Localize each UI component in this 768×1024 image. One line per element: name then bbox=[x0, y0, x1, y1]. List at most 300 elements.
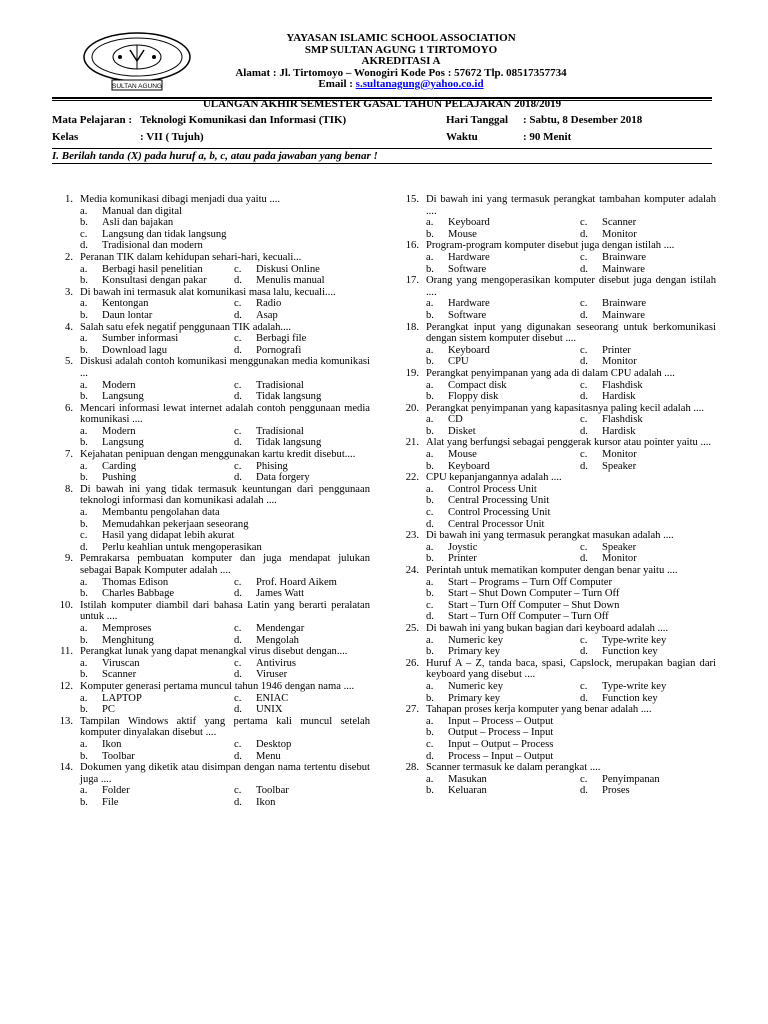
option-letter: a. bbox=[426, 344, 434, 356]
option-text: Phising bbox=[256, 460, 288, 472]
option-letter: d. bbox=[234, 472, 242, 484]
option-text: File bbox=[102, 796, 119, 808]
option-text: Monitor bbox=[602, 553, 637, 565]
option-text: James Watt bbox=[256, 588, 305, 600]
class-label: Kelas bbox=[52, 131, 79, 143]
option-text: Menu bbox=[256, 750, 281, 762]
question-number: 9. bbox=[65, 553, 73, 565]
answer-option[interactable] bbox=[426, 380, 580, 392]
answer-option[interactable] bbox=[80, 542, 370, 554]
answer-option[interactable] bbox=[80, 669, 234, 681]
answer-option[interactable] bbox=[580, 264, 716, 276]
question-text: Komputer generasi pertama muncul tahun 1946 dengan nama .... bbox=[80, 680, 355, 692]
option-text: Mendengar bbox=[256, 622, 305, 634]
question-stem bbox=[398, 322, 716, 345]
answer-option[interactable] bbox=[80, 217, 370, 229]
option-letter: c. bbox=[234, 460, 242, 472]
question-stem bbox=[52, 681, 370, 693]
question-text: Dokumen yang diketik atau disimpan dengan nama tertentu disebut juga .... bbox=[80, 762, 370, 785]
option-letter: a. bbox=[80, 738, 88, 750]
option-letter: a. bbox=[426, 217, 434, 229]
answer-option[interactable] bbox=[234, 426, 370, 438]
answer-options bbox=[80, 461, 370, 484]
answer-option[interactable] bbox=[426, 356, 580, 368]
option-letter: b. bbox=[80, 704, 88, 716]
answer-option[interactable] bbox=[426, 519, 716, 531]
option-letter: a. bbox=[426, 251, 434, 263]
answer-option[interactable] bbox=[580, 785, 716, 797]
answer-option[interactable] bbox=[80, 391, 234, 403]
answer-option[interactable] bbox=[80, 577, 234, 589]
question-number: 26. bbox=[405, 657, 419, 669]
answer-option[interactable] bbox=[80, 588, 234, 600]
option-text: Hardisk bbox=[602, 391, 636, 403]
option-letter: d. bbox=[234, 309, 242, 321]
answer-option[interactable] bbox=[426, 310, 580, 322]
answer-option[interactable] bbox=[234, 310, 370, 322]
answer-option[interactable] bbox=[426, 774, 580, 786]
option-text: CPU bbox=[448, 356, 469, 368]
answer-option[interactable] bbox=[426, 426, 580, 438]
answer-option[interactable] bbox=[426, 507, 716, 519]
question-number: 10. bbox=[59, 599, 73, 611]
option-letter: b. bbox=[426, 460, 434, 472]
question-stem bbox=[52, 484, 370, 507]
answer-option[interactable] bbox=[234, 797, 370, 809]
answer-option[interactable] bbox=[80, 623, 234, 635]
email-line bbox=[190, 79, 612, 91]
answer-option[interactable] bbox=[426, 345, 580, 357]
option-letter: a. bbox=[80, 263, 88, 275]
option-text: Langsung bbox=[102, 391, 144, 403]
answer-option[interactable] bbox=[426, 495, 716, 507]
answer-options bbox=[426, 577, 716, 623]
option-letter: a. bbox=[80, 425, 88, 437]
answer-option[interactable] bbox=[80, 426, 234, 438]
question-text: Tampilan Windows aktif yang pertama kali muncul setelah komputer dinyalakan disebut .... bbox=[80, 715, 370, 739]
option-letter: a. bbox=[80, 333, 88, 345]
answer-options bbox=[426, 345, 716, 368]
answer-option[interactable] bbox=[580, 298, 716, 310]
answer-options bbox=[426, 449, 716, 472]
option-letter: c. bbox=[426, 738, 434, 750]
option-letter: a. bbox=[80, 785, 88, 797]
answer-option[interactable] bbox=[234, 264, 370, 276]
answer-option[interactable] bbox=[234, 658, 370, 670]
answer-option[interactable] bbox=[80, 739, 234, 751]
question-text: Tahapan proses kerja komputer yang benar adalah .... bbox=[426, 704, 652, 716]
answer-option[interactable] bbox=[426, 727, 716, 739]
answer-options bbox=[80, 380, 370, 403]
option-text: PC bbox=[102, 704, 115, 716]
option-letter: b. bbox=[426, 588, 434, 600]
question-stem bbox=[398, 368, 716, 380]
question-text: Orang yang mengoperasikan komputer disebut juga dengan istilah .... bbox=[426, 275, 716, 298]
question-text: Mencari informasi lewat internet adalah contoh penggunaan media komunikasi .... bbox=[80, 402, 370, 426]
question-item bbox=[52, 287, 370, 322]
answer-option[interactable] bbox=[80, 240, 370, 252]
question-stem bbox=[398, 437, 716, 449]
question-number: 11. bbox=[60, 646, 73, 658]
option-letter: c. bbox=[234, 298, 242, 310]
answer-option[interactable] bbox=[80, 206, 370, 218]
answer-options bbox=[426, 635, 716, 658]
answer-option[interactable] bbox=[580, 646, 716, 658]
option-letter: c. bbox=[234, 379, 242, 391]
option-letter: a. bbox=[80, 460, 88, 472]
answer-option[interactable] bbox=[80, 797, 234, 809]
option-text: Hardware bbox=[448, 298, 490, 310]
email-link[interactable]: s.sultanagung@yahoo.co.id bbox=[355, 78, 484, 90]
option-text: Printer bbox=[448, 553, 477, 565]
answer-option[interactable] bbox=[426, 693, 580, 705]
option-text: Tidak langsung bbox=[256, 391, 322, 403]
option-letter: d. bbox=[580, 228, 588, 240]
question-item bbox=[52, 681, 370, 716]
answer-option[interactable] bbox=[234, 693, 370, 705]
option-text: Brainware bbox=[602, 251, 647, 263]
answer-option[interactable] bbox=[426, 229, 580, 241]
question-stem bbox=[52, 716, 370, 739]
answer-option[interactable] bbox=[580, 380, 716, 392]
option-letter: b. bbox=[426, 785, 434, 797]
option-letter: b. bbox=[80, 750, 88, 762]
answer-option[interactable] bbox=[234, 785, 370, 797]
answer-option[interactable] bbox=[580, 461, 716, 473]
answer-options bbox=[426, 484, 716, 530]
answer-option[interactable] bbox=[80, 229, 370, 241]
answer-option[interactable] bbox=[426, 391, 580, 403]
option-text: Keyboard bbox=[448, 460, 490, 472]
question-stem bbox=[52, 252, 370, 264]
option-letter: d. bbox=[80, 240, 88, 252]
question-text: Perangkat penyimpanan yang ada di dalam CPU adalah .... bbox=[426, 367, 675, 379]
option-letter: a. bbox=[80, 379, 88, 391]
answer-option[interactable] bbox=[80, 704, 234, 716]
question-text: Program-program komputer disebut juga dengan istilah .... bbox=[426, 240, 675, 252]
option-text: CD bbox=[448, 414, 463, 426]
option-text: Function key bbox=[602, 646, 658, 658]
question-stem bbox=[52, 449, 370, 461]
question-item bbox=[52, 716, 370, 762]
answer-option[interactable] bbox=[426, 588, 716, 600]
question-stem bbox=[398, 762, 716, 774]
answer-option[interactable] bbox=[80, 507, 370, 519]
option-letter: c. bbox=[580, 251, 588, 263]
answer-option[interactable] bbox=[234, 588, 370, 600]
option-letter: c. bbox=[580, 298, 588, 310]
option-text: Desktop bbox=[256, 738, 292, 750]
option-text: Konsultasi dengan pakar bbox=[102, 275, 207, 287]
option-text: Speaker bbox=[602, 541, 637, 553]
question-number: 1. bbox=[65, 194, 73, 205]
question-number: 3. bbox=[65, 286, 73, 298]
option-text: Keyboard bbox=[448, 217, 490, 229]
option-letter: c. bbox=[234, 657, 242, 669]
answer-option[interactable] bbox=[234, 391, 370, 403]
answer-option[interactable] bbox=[580, 414, 716, 426]
option-text: Penyimpanan bbox=[602, 773, 660, 785]
answer-option[interactable] bbox=[234, 298, 370, 310]
answer-option[interactable] bbox=[234, 635, 370, 647]
option-letter: d. bbox=[580, 391, 588, 403]
option-text: Modern bbox=[102, 425, 136, 437]
answer-options bbox=[80, 426, 370, 449]
question-item bbox=[398, 472, 716, 530]
question-text: Istilah komputer diambil dari bahasa Latin yang berarti peralatan untuk .... bbox=[80, 599, 370, 623]
question-stem bbox=[52, 322, 370, 334]
answer-option[interactable] bbox=[234, 751, 370, 763]
question-number: 23. bbox=[405, 530, 419, 542]
option-text: Manual dan digital bbox=[102, 205, 183, 217]
option-letter: d. bbox=[580, 646, 588, 658]
option-text: Scanner bbox=[602, 217, 637, 229]
answer-option[interactable] bbox=[426, 635, 580, 647]
option-letter: d. bbox=[580, 553, 588, 565]
answer-option[interactable] bbox=[80, 310, 234, 322]
answer-option[interactable] bbox=[580, 553, 716, 565]
answer-options bbox=[80, 507, 370, 553]
question-item bbox=[52, 322, 370, 357]
answer-option[interactable] bbox=[234, 437, 370, 449]
question-text: Peranan TIK dalam kehidupan sehari-hari, kecuali... bbox=[80, 251, 302, 263]
option-letter: b. bbox=[80, 275, 88, 287]
option-letter: b. bbox=[426, 727, 434, 739]
answer-options bbox=[426, 380, 716, 403]
answer-option[interactable] bbox=[80, 519, 370, 531]
answer-option[interactable] bbox=[426, 252, 580, 264]
option-letter: d. bbox=[580, 356, 588, 368]
option-letter: c. bbox=[580, 217, 588, 229]
answer-option[interactable] bbox=[234, 345, 370, 357]
option-text: Berbagi file bbox=[256, 333, 307, 345]
option-text: Tidak langsung bbox=[256, 437, 322, 449]
question-item bbox=[398, 704, 716, 762]
answer-option[interactable] bbox=[234, 577, 370, 589]
answer-option[interactable] bbox=[80, 751, 234, 763]
option-text: Antivirus bbox=[256, 657, 297, 669]
option-letter: b. bbox=[426, 263, 434, 275]
option-text: Keluaran bbox=[448, 785, 487, 797]
question-stem bbox=[52, 646, 370, 658]
option-text: Input – Output – Process bbox=[448, 738, 554, 750]
question-text: Di bawah ini termasuk alat komunikasi masa lalu, kecuali.... bbox=[80, 286, 336, 298]
question-stem bbox=[398, 658, 716, 681]
option-text: LAPTOP bbox=[102, 692, 142, 704]
answer-option[interactable] bbox=[426, 553, 580, 565]
option-text: Daun lontar bbox=[102, 309, 153, 321]
option-text: UNIX bbox=[256, 704, 283, 716]
option-letter: b. bbox=[426, 495, 434, 507]
option-letter: a. bbox=[426, 634, 434, 646]
option-text: Start – Shut Down Computer – Turn Off bbox=[448, 588, 620, 600]
question-item bbox=[398, 658, 716, 704]
answer-option[interactable] bbox=[580, 252, 716, 264]
answer-option[interactable] bbox=[80, 693, 234, 705]
answer-option[interactable] bbox=[234, 461, 370, 473]
option-letter: b. bbox=[426, 356, 434, 368]
question-stem bbox=[398, 240, 716, 252]
answer-option[interactable] bbox=[234, 472, 370, 484]
answer-option[interactable] bbox=[426, 264, 580, 276]
option-text: Software bbox=[448, 309, 487, 321]
answer-option[interactable] bbox=[580, 345, 716, 357]
option-text: Prof. Hoard Aikem bbox=[256, 576, 337, 588]
answer-option[interactable] bbox=[426, 484, 716, 496]
question-stem bbox=[52, 194, 370, 206]
answer-option[interactable] bbox=[234, 739, 370, 751]
option-letter: a. bbox=[80, 298, 88, 310]
school-name: SMP SULTAN AGUNG 1 TIRTOMOYO bbox=[304, 43, 498, 56]
option-text: Berbagi hasil penelitian bbox=[102, 263, 203, 275]
class-value: : VII ( Tujuh) bbox=[140, 131, 204, 143]
option-text: Output – Process – Input bbox=[448, 727, 554, 739]
answer-option[interactable] bbox=[234, 669, 370, 681]
instruction-divider bbox=[52, 163, 712, 164]
email-label: Email : bbox=[318, 78, 356, 90]
option-text: Floppy disk bbox=[448, 391, 499, 403]
question-text: Perintah untuk mematikan komputer dengan benar yaitu .... bbox=[426, 565, 678, 576]
option-letter: a. bbox=[80, 576, 88, 588]
answer-option[interactable] bbox=[426, 600, 716, 612]
option-text: Perlu keahlian untuk mengoperasikan bbox=[102, 541, 262, 553]
option-letter: a. bbox=[80, 692, 88, 704]
answer-option[interactable] bbox=[80, 333, 234, 345]
answer-option[interactable] bbox=[80, 437, 234, 449]
question-text: Perangkat penyimpanan yang kapasitasnya paling kecil adalah .... bbox=[426, 402, 704, 414]
answer-option[interactable] bbox=[580, 542, 716, 554]
option-letter: d. bbox=[580, 309, 588, 321]
option-text: Mouse bbox=[448, 449, 477, 461]
question-number: 13. bbox=[59, 715, 73, 727]
answer-option[interactable] bbox=[426, 611, 716, 623]
answer-option[interactable] bbox=[580, 426, 716, 438]
answer-option[interactable] bbox=[426, 461, 580, 473]
answer-option[interactable] bbox=[580, 449, 716, 461]
option-letter: b. bbox=[80, 309, 88, 321]
option-text: Central Processor Unit bbox=[448, 518, 545, 530]
answer-option[interactable] bbox=[580, 391, 716, 403]
answer-options bbox=[80, 577, 370, 600]
question-stem bbox=[398, 623, 716, 635]
answer-option[interactable] bbox=[80, 380, 234, 392]
answer-option[interactable] bbox=[426, 716, 716, 728]
answer-option[interactable] bbox=[580, 356, 716, 368]
answer-option[interactable] bbox=[80, 658, 234, 670]
school-foundation: YAYASAN ISLAMIC SCHOOL ASSOCIATION bbox=[286, 32, 516, 44]
answer-option[interactable] bbox=[580, 310, 716, 322]
answer-option[interactable] bbox=[426, 646, 580, 658]
option-text: Control Process Unit bbox=[448, 483, 537, 495]
answer-option[interactable] bbox=[80, 530, 370, 542]
answer-option[interactable] bbox=[426, 751, 716, 763]
answer-option[interactable] bbox=[426, 739, 716, 751]
answer-option[interactable] bbox=[426, 298, 580, 310]
answer-option[interactable] bbox=[80, 298, 234, 310]
option-text: Masukan bbox=[448, 773, 487, 785]
question-number: 17. bbox=[405, 275, 419, 287]
answer-options bbox=[426, 217, 716, 240]
question-item bbox=[398, 565, 716, 623]
answer-option[interactable] bbox=[580, 774, 716, 786]
answer-option[interactable] bbox=[580, 635, 716, 647]
option-text: Primary key bbox=[448, 692, 501, 704]
answer-options bbox=[80, 333, 370, 356]
answer-option[interactable] bbox=[426, 577, 716, 589]
option-text: Asli dan bajakan bbox=[102, 217, 174, 229]
answer-option[interactable] bbox=[234, 275, 370, 287]
exam-title: ULANGAN AKHIR SEMESTER GASAL TAHUN PELAJARAN 2018/2019 bbox=[202, 98, 562, 110]
answer-option[interactable] bbox=[80, 461, 234, 473]
option-letter: d. bbox=[580, 263, 588, 275]
answer-options bbox=[426, 774, 716, 797]
answer-option[interactable] bbox=[580, 229, 716, 241]
answer-option[interactable] bbox=[80, 345, 234, 357]
school-header bbox=[190, 33, 612, 91]
option-letter: c. bbox=[580, 449, 588, 461]
question-number: 19. bbox=[405, 367, 419, 379]
answer-options bbox=[80, 623, 370, 646]
answer-option[interactable] bbox=[80, 635, 234, 647]
option-letter: d. bbox=[234, 750, 242, 762]
question-number: 8. bbox=[65, 483, 73, 495]
option-letter: c. bbox=[234, 785, 242, 797]
meta-divider bbox=[52, 148, 712, 149]
option-text: Numeric key bbox=[448, 634, 504, 646]
question-item bbox=[398, 530, 716, 565]
question-stem bbox=[52, 553, 370, 576]
option-text: Membantu pengolahan data bbox=[102, 507, 220, 519]
answer-option[interactable] bbox=[80, 264, 234, 276]
option-letter: a. bbox=[80, 622, 88, 634]
option-letter: c. bbox=[234, 576, 242, 588]
date-value: : Sabtu, 8 Desember 2018 bbox=[523, 114, 643, 126]
answer-options bbox=[80, 658, 370, 681]
answer-option[interactable] bbox=[80, 785, 234, 797]
option-letter: b. bbox=[80, 217, 88, 229]
option-letter: b. bbox=[80, 588, 88, 600]
answer-option[interactable] bbox=[580, 681, 716, 693]
answer-option[interactable] bbox=[234, 704, 370, 716]
option-letter: b. bbox=[426, 425, 434, 437]
question-item bbox=[52, 762, 370, 808]
answer-option[interactable] bbox=[426, 217, 580, 229]
answer-option[interactable] bbox=[234, 380, 370, 392]
option-letter: c. bbox=[580, 379, 588, 391]
answer-option[interactable] bbox=[234, 333, 370, 345]
answer-option[interactable] bbox=[426, 542, 580, 554]
answer-option[interactable] bbox=[426, 449, 580, 461]
option-text: Tradisional bbox=[256, 379, 304, 391]
answer-option[interactable] bbox=[426, 414, 580, 426]
question-item bbox=[52, 600, 370, 646]
answer-option[interactable] bbox=[426, 785, 580, 797]
answer-option[interactable] bbox=[580, 693, 716, 705]
answer-option[interactable] bbox=[80, 472, 234, 484]
question-stem bbox=[52, 356, 370, 379]
answer-option[interactable] bbox=[426, 681, 580, 693]
option-letter: c. bbox=[234, 263, 242, 275]
question-text: Huruf A – Z, tanda baca, spasi, Capslock, merupakan bagian dari keyboard yang disebut .... bbox=[426, 657, 716, 681]
option-text: Hasil yang didapat lebih akurat bbox=[102, 530, 235, 542]
answer-options bbox=[426, 542, 716, 565]
answer-option[interactable] bbox=[580, 217, 716, 229]
question-stem bbox=[52, 287, 370, 299]
answer-option[interactable] bbox=[234, 623, 370, 635]
option-text: Software bbox=[448, 263, 487, 275]
answer-option[interactable] bbox=[80, 275, 234, 287]
school-logo bbox=[82, 30, 192, 96]
